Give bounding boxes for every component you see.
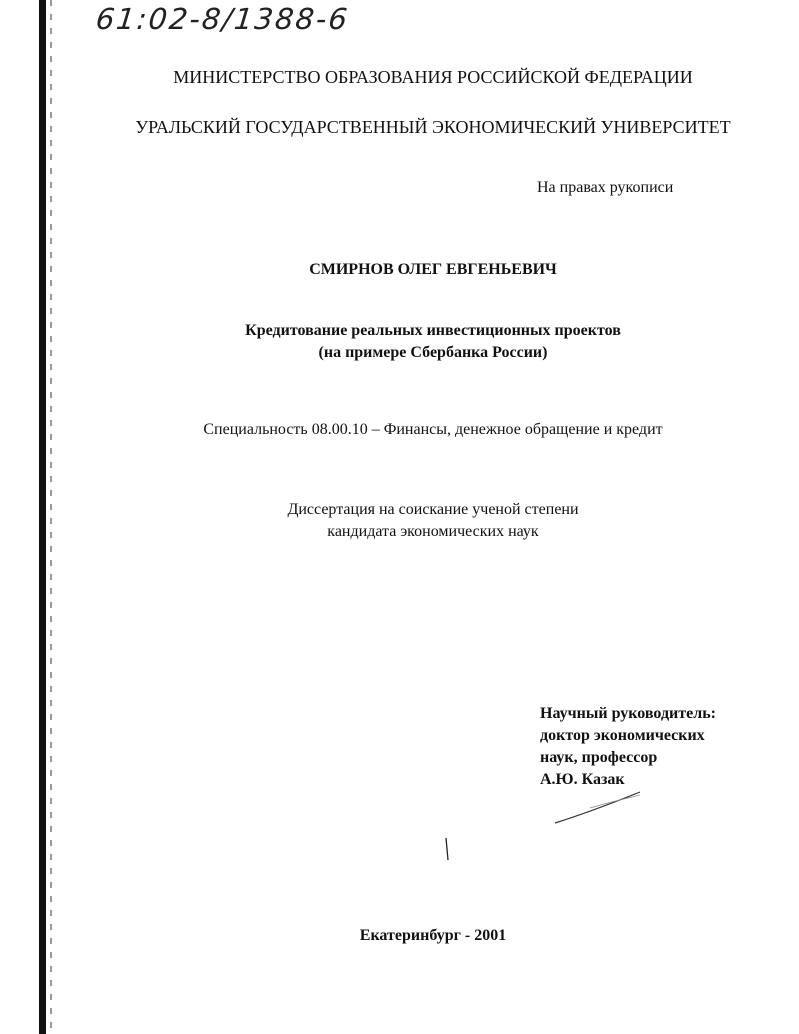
city-year: Екатеринбург - 2001 [359,927,507,944]
signature-stroke-faint [590,795,640,808]
university-heading: УРАЛЬСКИЙ ГОСУДАРСТВЕННЫЙ ЭКОНОМИЧЕСКИЙ УНИВЕРСИТЕТ [135,117,731,137]
signature-stroke [555,792,640,823]
thesis-title-line2: (на примере Сбербанка России) [318,344,548,361]
advisor-name: А.Ю. Казак [540,771,625,788]
archive-number-handwritten: 61:02-8/1388-6 [94,2,351,36]
specialty: Специальность 08.00.10 – Финансы, денежное обращение и кредит [203,421,663,438]
degree-line1: Диссертация на соискание ученой степени [287,501,579,518]
thesis-title-line1: Кредитование реальных инвестиционных проектов [245,322,621,339]
degree-line2: кандидата экономических наук [327,523,539,540]
pen-mark [446,838,448,860]
ministry-heading: МИНИСТЕРСТВО ОБРАЗОВАНИЯ РОССИЙСКОЙ ФЕДЕРАЦИИ [173,67,693,87]
manuscript-note: На правах рукописи [537,179,674,196]
advisor-degree-line2: наук, профессор [540,749,658,766]
advisor-degree-line1: доктор экономических [540,727,705,744]
author-name: СМИРНОВ ОЛЕГ ЕВГЕНЬЕВИЧ [309,261,557,278]
advisor-label: Научный руководитель: [540,705,716,722]
